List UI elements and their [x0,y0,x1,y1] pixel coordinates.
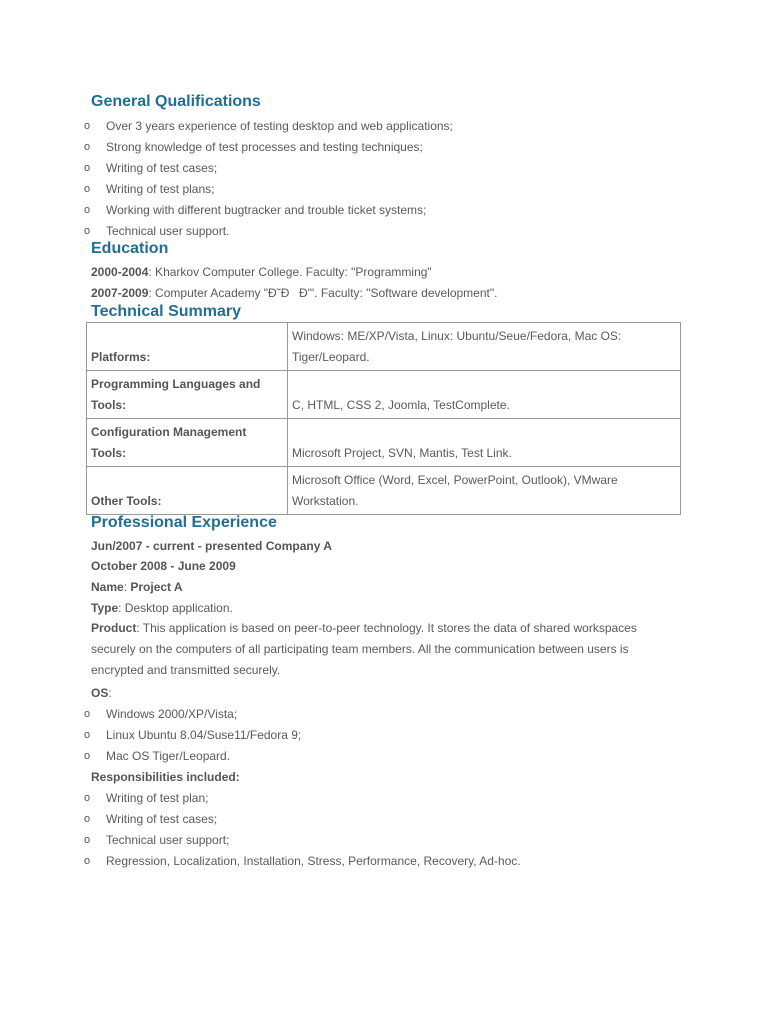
bullet-icon: o [84,225,91,237]
general-qualifications-heading: General Qualifications [91,93,261,110]
technical-summary-table [86,322,681,515]
responsibilities-list [0,790,768,874]
technical-summary-heading: Technical Summary [91,303,241,320]
list-item: o Writing of test plan; [84,791,209,805]
bullet-icon: o [84,855,91,867]
list-item: o Working with different bugtracker and trouble ticket systems; [84,203,427,217]
bullet-icon: o [84,204,91,216]
employment-period: Jun/2007 - current - presented Company A [91,539,332,553]
os-label: OS: [91,686,112,700]
table-row: Programming Languages and Tools: C, HTML, CSS 2, Joomla, TestComplete. [87,371,681,419]
list-item: o Over 3 years experience of testing desktop and web applications; [84,119,453,133]
project-product: Product: This application is based on peer-to-peer technology. It stores the data of shared workspaces securely on the computers of all participating team members. All the communication between users is encrypted and transmitted securely. [91,621,637,677]
general-qualifications-list [0,118,768,244]
os-list [0,706,768,769]
education-entry: 2007-2009: Computer Academy "Ð˜ÐÐ'". Faculty: "Software development". [91,286,498,300]
list-item: o Strong knowledge of test processes and testing techniques; [84,140,423,154]
bullet-icon: o [84,834,91,846]
table-row: Configuration Management Tools: Microsoft Project, SVN, Mantis, Test Link. [87,419,681,467]
list-item: o Mac OS Tiger/Leopard. [84,749,231,763]
responsibilities-label: Responsibilities included: [91,770,240,784]
list-item: o Regression, Localization, Installation, Stress, Performance, Recovery, Ad-hoc. [84,854,521,868]
list-item: o Linux Ubuntu 8.04/Suse11/Fedora 9; [84,728,302,742]
bullet-icon: o [84,141,91,153]
bullet-icon: o [84,792,91,804]
bullet-icon: o [84,183,91,195]
table-row: Other Tools: Microsoft Office (Word, Excel, PowerPoint, Outlook), VMware Workstation. [87,467,681,515]
bullet-icon: o [84,708,91,720]
list-item: o Technical user support. [84,224,230,238]
list-item: o Writing of test cases; [84,812,218,826]
bullet-icon: o [84,750,91,762]
list-item: o Writing of test cases; [84,161,218,175]
project-name: Name: Project A [91,580,183,594]
bullet-icon: o [84,729,91,741]
bullet-icon: o [84,813,91,825]
education-heading: Education [91,240,169,257]
bullet-icon: o [84,162,91,174]
project-type: Type: Desktop application. [91,601,233,615]
project-period: October 2008 - June 2009 [91,559,236,573]
list-item: o Technical user support; [84,833,230,847]
education-entry: 2000-2004: Kharkov Computer College. Faculty: "Programming" [91,265,432,279]
table-row: Platforms: Windows: ME/XP/Vista, Linux: Ubuntu/Seue/Fedora, Mac OS: Tiger/Leopard. [87,323,681,371]
bullet-icon: o [84,120,91,132]
professional-experience-heading: Professional Experience [91,514,277,531]
list-item: o Writing of test plans; [84,182,215,196]
list-item: o Windows 2000/XP/Vista; [84,707,238,721]
